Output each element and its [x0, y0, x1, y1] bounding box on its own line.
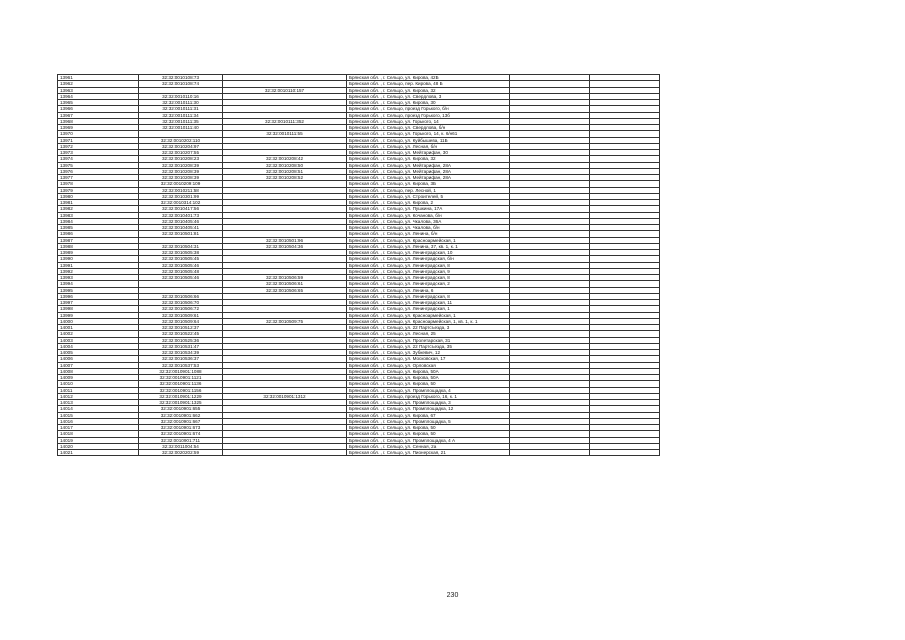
address-cell: Брянская обл. , г. Сельцо, ул. Красноармейская, 1 — [347, 312, 510, 318]
address-cell: Брянская обл. , г. Сельцо, пер. Лесной, 1 — [347, 187, 510, 193]
row-number-cell: 13996 — [58, 293, 139, 299]
address-cell: Брянская обл. , г. Сельцо, ул. Кирова, 50 — [347, 425, 510, 431]
row-number-cell: 13998 — [58, 306, 139, 312]
row-number-cell: 13990 — [58, 256, 139, 262]
linked-cadastral-number-cell: 32:32:0010208:42 — [223, 156, 347, 162]
address-cell: Брянская обл. , г. Сельцо, ул. Кирова, 42Б — [347, 75, 510, 81]
address-cell: Брянская обл. , г. Сельцо, ул. Кирова, 3Б — [347, 181, 510, 187]
row-number-cell: 13985 — [58, 225, 139, 231]
address-cell: Брянская обл. , г. Сельцо, ул. Ленинградская, 2 — [347, 281, 510, 287]
address-cell: Брянская обл. , г. Сельцо, ул. Кирова, 50 — [347, 431, 510, 437]
address-cell: Брянская обл. , г. Сельцо, ул. Чкалова, 36А — [347, 218, 510, 224]
address-cell: Брянская обл. , г. Сельцо, ул. Ленинградская, 8 — [347, 293, 510, 299]
cadastral-number-cell: 32:32:0010208:39 — [139, 162, 223, 168]
address-cell: Брянская обл. , г. Сельцо, ул. Пушкина, 17А — [347, 206, 510, 212]
address-cell: Брянская обл. , г. Сельцо, ул. Ленинградская, 11 — [347, 300, 510, 306]
page-number: 230 — [446, 592, 459, 599]
row-number-cell: 14004 — [58, 343, 139, 349]
row-number-cell: 13991 — [58, 262, 139, 268]
address-cell: Брянская обл. , г. Сельцо, ул. Промплощадка, 12 — [347, 406, 510, 412]
row-number-cell: 13989 — [58, 250, 139, 256]
cadastral-number-cell: 32:32:0010208:23 — [139, 156, 223, 162]
cadastral-number-cell: 32:32:0010405:46 — [139, 218, 223, 224]
row-number-cell: 13986 — [58, 231, 139, 237]
address-cell: Брянская обл. , г. Сельцо, ул. Кирова, 30 — [347, 100, 510, 106]
cadastral-number-cell: 32:32:0010509:61 — [139, 312, 223, 318]
cadastral-number-cell: 32:32:0010505:48 — [139, 268, 223, 274]
linked-cadastral-number-cell: 32:32:0010208:50 — [223, 162, 347, 168]
linked-cadastral-number-cell: 32:32:0010111:55 — [223, 131, 347, 137]
row-number-cell: 13988 — [58, 243, 139, 249]
address-cell: Брянская обл. , г. Сельцо, ул. Строителей, 5 — [347, 193, 510, 199]
address-cell: Брянская обл. , г. Сельцо, ул. Ленина, 37, кв. 1, к. 1 — [347, 243, 510, 249]
row-number-cell: 13973 — [58, 150, 139, 156]
row-number-cell: 14009 — [58, 375, 139, 381]
row-number-cell: 13977 — [58, 175, 139, 181]
row-number-cell: 14018 — [58, 431, 139, 437]
cadastral-number-cell: 32:32:0010901:1325 — [139, 400, 223, 406]
address-cell: Брянская обл. , г. Сельцо, ул. Промплощадка, 4 — [347, 387, 510, 393]
row-number-cell: 14014 — [58, 406, 139, 412]
address-cell: Брянская обл. , г. Сельцо, ул. Свердлова, б/н — [347, 125, 510, 131]
address-cell: Брянская обл. , г. Сельцо, ул. Ленинградская, 8 — [347, 275, 510, 281]
address-cell: Брянская обл. , г. Сельцо, ул. Ленинградская, 8 — [347, 262, 510, 268]
address-cell: Брянская обл. , г. Сельцо, ул. Мейтарифан, 28А — [347, 168, 510, 174]
row-number-cell: 13974 — [58, 156, 139, 162]
row-number-cell: 13968 — [58, 118, 139, 124]
row-number-cell: 14006 — [58, 356, 139, 362]
row-number-cell: 13969 — [58, 125, 139, 131]
row-number-cell: 14002 — [58, 331, 139, 337]
cadastral-number-cell: 32:32:0010534:39 — [139, 350, 223, 356]
row-number-cell: 13993 — [58, 275, 139, 281]
address-cell: Брянская обл. , г. Сельцо, ул. Кирова, 67 — [347, 412, 510, 418]
cadastral-number-cell: 32:32:0010512:37 — [139, 325, 223, 331]
row-number-cell: 14011 — [58, 387, 139, 393]
empty-cell — [510, 450, 590, 456]
address-cell: Брянская обл. , г. Сельцо, ул. Ленина, б/н — [347, 231, 510, 237]
row-number-cell: 13981 — [58, 200, 139, 206]
row-number-cell: 14001 — [58, 325, 139, 331]
cadastral-number-cell: 32:32:0010207:55 — [139, 150, 223, 156]
cadastral-number-cell: 32:32:0010202:110 — [139, 137, 223, 143]
address-cell: Брянская обл. , г. Сельцо, ул. Мейтарифан, 28А — [347, 162, 510, 168]
cadastral-number-cell: 32:32:0010505:46 — [139, 262, 223, 268]
cadastral-number-cell: 32:32:0010208:39 — [139, 175, 223, 181]
cadastral-number-cell: 32:32:0010501:81 — [139, 231, 223, 237]
row-number-cell: 13987 — [58, 237, 139, 243]
address-cell: Брянская обл. , г. Сельцо, ул. Горького, 14, к. 6/н61 — [347, 131, 510, 137]
linked-cadastral-number-cell: 32:32:0010506:65 — [223, 287, 347, 293]
cadastral-number-cell: 32:32:0010901:711 — [139, 437, 223, 443]
cadastral-number-cell: 32:32:0010108:74 — [139, 81, 223, 87]
row-number-cell: 13967 — [58, 112, 139, 118]
cadastral-number-cell: 32:32:0010108:73 — [139, 75, 223, 81]
address-cell: Брянская обл. , г. Сельцо, ул. Кочанова, б/н — [347, 212, 510, 218]
cadastral-number-cell: 32:32:0010314:102 — [139, 200, 223, 206]
row-number-cell: 14007 — [58, 362, 139, 368]
row-number-cell: 14016 — [58, 418, 139, 424]
cadastral-number-cell: 32:32:0010505:38 — [139, 250, 223, 256]
address-cell: Брянская обл. , г. Сельцо, ул. Кирова, 2 — [347, 200, 510, 206]
address-cell: Брянская обл. , г. Сельцо, ул. Сенная, 2а — [347, 443, 510, 449]
cadastral-number-cell: 32:32:0010505:45 — [139, 256, 223, 262]
row-number-cell: 13963 — [58, 87, 139, 93]
table-row — [58, 450, 660, 456]
row-number-cell: 13976 — [58, 168, 139, 174]
row-number-cell: 13984 — [58, 218, 139, 224]
linked-cadastral-number-cell: 32:32:0010506:61 — [223, 281, 347, 287]
cadastral-number-cell: 32:32:0010204:97 — [139, 143, 223, 149]
linked-cadastral-number-cell: 32:32:0010208:51 — [223, 168, 347, 174]
cadastral-number-cell: 32:32:0010901:674 — [139, 431, 223, 437]
linked-cadastral-number-cell: 32:32:0010901:1312 — [223, 393, 347, 399]
cadastral-number-cell: 32:32:0010537:53 — [139, 362, 223, 368]
address-cell: Брянская обл. , г. Сельцо, ул. Куйбышева, 11Б — [347, 137, 510, 143]
row-number-cell: 14021 — [58, 450, 139, 456]
row-number-cell: 13962 — [58, 81, 139, 87]
cadastral-number-cell: 32:32:0010901:667 — [139, 418, 223, 424]
row-number-cell: 13995 — [58, 287, 139, 293]
row-number-cell: 13978 — [58, 181, 139, 187]
address-cell: Брянская обл. , г. Сельцо, ул. 22 Партсъезда, 35 — [347, 343, 510, 349]
address-cell: Брянская обл. , г. Сельцо, ул. Орловская — [347, 362, 510, 368]
row-number-cell: 13972 — [58, 143, 139, 149]
address-cell: Брянская обл. , г. Сельцо, ул. Кирова, 50А — [347, 368, 510, 374]
row-number-cell: 13983 — [58, 212, 139, 218]
address-cell: Брянская обл. , г. Сельцо, ул. Мейтарифан, 30 — [347, 150, 510, 156]
address-cell: Брянская обл. , г. Сельцо, ул. Красноармейская, 1 — [347, 237, 510, 243]
linked-cadastral-number-cell — [223, 450, 347, 456]
address-cell: Брянская обл. , г. Сельцо, ул. Ленинградская, 1 — [347, 306, 510, 312]
linked-cadastral-number-cell: 32:32:0010110:157 — [223, 87, 347, 93]
row-number-cell: 14005 — [58, 350, 139, 356]
address-cell: Брянская обл. , г. Сельцо, ул. Мейтарифан, 28А — [347, 175, 510, 181]
row-number-cell: 14012 — [58, 393, 139, 399]
linked-cadastral-number-cell: 32:32:0010506:59 — [223, 275, 347, 281]
address-cell: Брянская обл. , г. Сельцо, ул. Зубкевич, 12 — [347, 350, 510, 356]
address-cell: Брянская обл. , г. Сельцо, ул. Ленина, 6 — [347, 287, 510, 293]
row-number-cell: 13980 — [58, 193, 139, 199]
registry-table-body — [58, 75, 660, 456]
cadastral-number-cell: 32:32:0010208:39 — [139, 168, 223, 174]
address-cell: Брянская обл. , г. Сельцо, ул. Кирова, 50А — [347, 375, 510, 381]
row-number-cell: 13970 — [58, 131, 139, 137]
cadastral-number-cell: 32:32:0010110:16 — [139, 93, 223, 99]
cadastral-number-cell: 32:32:0010111:34 — [139, 112, 223, 118]
address-cell: Брянская обл. , г. Сельцо, ул. Горького, 14 — [347, 118, 510, 124]
row-number-cell: 14019 — [58, 437, 139, 443]
cadastral-number-cell: 32:32:0010111:31 — [139, 106, 223, 112]
address-cell: Брянская обл. , г. Сельцо, ул. Свердлова, 3 — [347, 93, 510, 99]
cadastral-number-cell: 32:32:0010536:37 — [139, 356, 223, 362]
cadastral-number-cell: 32:32:0010405:41 — [139, 225, 223, 231]
address-cell: Брянская обл. , г. Сельцо, ул. Кирова, 32 — [347, 87, 510, 93]
cadastral-number-cell: 32:32:0010209:109 — [139, 181, 223, 187]
cadastral-number-cell: 32:32:0010522:45 — [139, 331, 223, 337]
linked-cadastral-number-cell: 32:32:0010504:36 — [223, 243, 347, 249]
registry-table — [57, 74, 660, 456]
cadastral-number-cell: 32:32:0010211:58 — [139, 187, 223, 193]
cadastral-number-cell: 32:32:0010506:66 — [139, 293, 223, 299]
row-number-cell: 13979 — [58, 187, 139, 193]
row-number-cell: 13997 — [58, 300, 139, 306]
linked-cadastral-number-cell: 32:32:0010509:75 — [223, 318, 347, 324]
address-cell: Брянская обл. , г. Сельцо, ул. Промплощадка, 3 — [347, 400, 510, 406]
address-cell: Брянская обл. , г. Сельцо, ул. Московская, 17 — [347, 356, 510, 362]
cadastral-number-cell: 32:32:0010111:35 — [139, 118, 223, 124]
address-cell: Брянская обл. , г. Сельцо, ул. Лесная, б/н — [347, 143, 510, 149]
row-number-cell: 14015 — [58, 412, 139, 418]
cadastral-number-cell: 32:32:0010901:1229 — [139, 393, 223, 399]
row-number-cell: 13982 — [58, 206, 139, 212]
address-cell: Брянская обл. , г. Сельцо, проезд Горького, 16, к. 1 — [347, 393, 510, 399]
row-number-cell: 14003 — [58, 337, 139, 343]
row-number-cell: 14000 — [58, 318, 139, 324]
cadastral-number-cell: 32:32:0010401:73 — [139, 212, 223, 218]
address-cell: Брянская обл. , г. Сельцо, ул. Лесная, 25 — [347, 331, 510, 337]
cadastral-number-cell: 32:32:0010506:70 — [139, 300, 223, 306]
address-cell: Брянская обл. , г. Сельцо, ул. Промплощадка, 5 — [347, 418, 510, 424]
cadastral-number-cell: 32:32:0011004:54 — [139, 443, 223, 449]
address-cell: Брянская обл. , г. Сельцо, проезд Горького, 13б — [347, 112, 510, 118]
address-cell: Брянская обл. , г. Сельцо, пер. Кирова, 48 Б — [347, 81, 510, 87]
row-number-cell: 13961 — [58, 75, 139, 81]
cadastral-number-cell: 32:32:0010509:64 — [139, 318, 223, 324]
row-number-cell: 13975 — [58, 162, 139, 168]
cadastral-number-cell: 32:32:0010901:662 — [139, 412, 223, 418]
cadastral-number-cell: 32:32:0010417:56 — [139, 206, 223, 212]
address-cell: Брянская обл. , г. Сельцо, проезд Горького, б/н — [347, 106, 510, 112]
address-cell: Брянская обл. , г. Сельцо, ул. Пролетарская, 31 — [347, 337, 510, 343]
address-cell: Брянская обл. , г. Сельцо, ул. Чкалова, б/н — [347, 225, 510, 231]
linked-cadastral-number-cell: 32:32:0010501:96 — [223, 237, 347, 243]
cadastral-number-cell: 32:32:0010901:673 — [139, 425, 223, 431]
cadastral-number-cell: 32:32:0010901:1156 — [139, 387, 223, 393]
address-cell: Брянская обл. , г. Сельцо, ул. 22 Партсъезда, 3 — [347, 325, 510, 331]
row-number-cell: 14020 — [58, 443, 139, 449]
cadastral-number-cell: 32:32:0010301:99 — [139, 193, 223, 199]
address-cell: Брянская обл. , г. Сельцо, ул. Ленинградская, б/н — [347, 256, 510, 262]
row-number-cell: 13964 — [58, 93, 139, 99]
cadastral-number-cell: 32:32:0010111:40 — [139, 125, 223, 131]
cadastral-number-cell: 32:32:0010506:72 — [139, 306, 223, 312]
address-cell: Брянская обл. , г. Сельцо, ул. Кирова, 50 — [347, 381, 510, 387]
cadastral-number-cell: 32:32:0010901:1136 — [139, 381, 223, 387]
address-cell: Брянская обл. , г. Сельцо, ул. Промплощадка, 4 А — [347, 437, 510, 443]
linked-cadastral-number-cell: 32:32:0010208:52 — [223, 175, 347, 181]
cadastral-number-cell: 32:32:0010504:31 — [139, 243, 223, 249]
address-cell: Брянская обл. , г. Сельцо, ул. Кирова, 32 — [347, 156, 510, 162]
row-number-cell: 14013 — [58, 400, 139, 406]
cadastral-number-cell: 32:32:0010531:47 — [139, 343, 223, 349]
cadastral-number-cell: 32:32:0010525:36 — [139, 337, 223, 343]
linked-cadastral-number-cell: 32:32:0010111:352 — [223, 118, 347, 124]
row-number-cell: 13971 — [58, 137, 139, 143]
row-number-cell: 13994 — [58, 281, 139, 287]
row-number-cell: 13965 — [58, 100, 139, 106]
cadastral-number-cell: 32:32:0010901:1121 — [139, 375, 223, 381]
cadastral-number-cell: 32:32:0020202:59 — [139, 450, 223, 456]
row-number-cell: 14008 — [58, 368, 139, 374]
row-number-cell: 13966 — [58, 106, 139, 112]
row-number-cell: 14017 — [58, 425, 139, 431]
address-cell: Брянская обл. , г. Сельцо, ул. Пионерская, 21 — [347, 450, 510, 456]
cadastral-number-cell: 32:32:0010901:1088 — [139, 368, 223, 374]
address-cell: Брянская обл. , г. Сельцо, ул. Ленинградская, 9 — [347, 268, 510, 274]
empty-cell — [590, 450, 660, 456]
row-number-cell: 13999 — [58, 312, 139, 318]
address-cell: Брянская обл. , г. Сельцо, ул. Ленинградская, 10 — [347, 250, 510, 256]
row-number-cell: 14010 — [58, 381, 139, 387]
row-number-cell: 13992 — [58, 268, 139, 274]
address-cell: Брянская обл. , г. Сельцо, ул. Красноармейская, 1, кв. 1, к. 1 — [347, 318, 510, 324]
cadastral-number-cell: 32:32:0010901:655 — [139, 406, 223, 412]
cadastral-number-cell: 32:32:0010111:30 — [139, 100, 223, 106]
cadastral-number-cell: 32:32:0010505:46 — [139, 275, 223, 281]
